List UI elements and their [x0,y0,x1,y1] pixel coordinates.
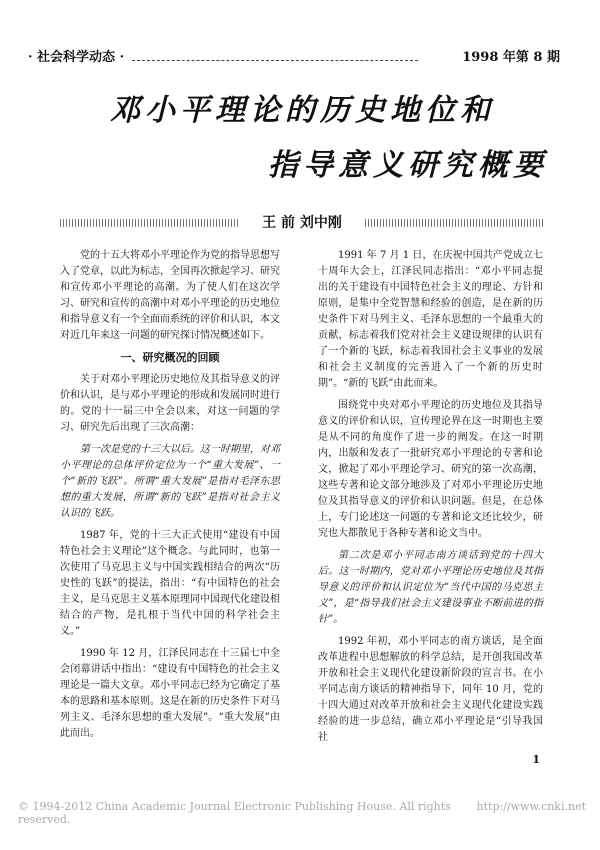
paragraph: 1990 年 12 月，江泽民同志在十三届七中全会闭幕讲话中指出：“建设有中国特色的社会主义理论是一篇大文章。邓小平同志已经为它确定了基本的思路和基本原则。这是在新的历史条件下对马列主义、毛泽东思想的重大发展”。“重大发展”由此而出。 [60,648,280,739]
byline-rule-right [365,219,545,227]
byline-rule-left [60,219,240,227]
footer [18,800,586,826]
footer-url[interactable]: http://www.cnki.net [476,800,586,813]
copyright-notice: © 1994-2012 China Academic Journal Electronic Publishing House. All rights reserved. [18,800,451,826]
journal-name: · 社会科学动态 · [28,50,125,65]
paragraph: 1991 年 7 月 1 日，在庆祝中国共产党成立七十周年大会上，江泽民同志指出：“邓小平同志提出的关于建设有中国特色社会主义的理论、方针和原则，是集中全党智慧和经验的创造，是在新的历史条件下对马列主义、毛泽东思想的一个最重大的贡献，标志着我们党对社会主义建设规律的认识有了一个新的飞跃，标志着我国社会主义事业的发展和社会主义制度的完善进入了一个新的历史时期”。“新的飞跃”由此而来。 [318,250,543,389]
left-column [60,248,280,748]
paragraph: 1987 年，党的十三大正式使用“建设有中国特色社会主义理论”这个概念。与此同时，也第一次使用了马克思主义与中国实践相结合的两次“历史性的飞跃”的提法，指出：“有中国特色的社会主义，是马克思主义基本原理同中国现代化建设相结合的产物，是扎根于当代中国的科学社会主义。” [60,530,280,637]
title-line-1: 邓小平理论的历史地位和 [110,93,495,128]
intro-paragraph: 党的十五大将邓小平理论作为党的指导思想写入了党章，以此为标志，全国再次掀起学习、研究和宣传邓小平理论的高潮。为了使人们在这次学习、研究和宣传的高潮中对邓小平理论的历史地位和指导意义有一个全面而系统的评价和认识，本文对近几年来这一问题的研究探讨情况概述如下。 [60,250,280,341]
header-divider [132,60,418,61]
paragraph: 关于对邓小平理论历史地位及其指导意义的评价和认识，是与邓小平理论的形成和发展同时进行的。党的十一届三中全会以来，对这一问题的学习、研究先后出现了三次高潮： [60,374,280,433]
page-number: 1 [532,753,540,766]
title-line-2: 指导意义研究概要 [268,148,548,183]
paragraph: 第一次是党的十三大以后。这一时期里，对邓小平理论的总体评价定位为一个“重大发展”、一个“新的飞跃”。所谓“重大发展”是指对毛泽东思想的重大发展，所谓“新的飞跃”是指对社会主义认识的飞跃。 [60,444,280,519]
right-column [318,248,543,752]
paragraph: 围绕党中央对邓小平理论的历史地位及其指导意义的评价和认识，宣传理论界在这一时期也主要是从不同的角度作了进一步的阐发。在这一时期内，出版和发表了一批研究邓小平理论的专著和论文，掀起了邓小平理论学习、研究的第一次高潮，这些专著和论文部分地涉及了对邓小平理论历史地位及其指导意义的评价和认识问题。但是，在总体上，专门论述这一问题的专著和论文还比较少，研究也大都散见于各种专著和论文当中。 [318,400,543,539]
paragraph: 第二次是邓小平同志南方谈话到党的十四大后。这一时期内，党对邓小平理论历史地位及其指导意义的评价和认识定位为“当代中国的马克思主义”，是“指导我们社会主义建设事业不断前进的指针”。 [318,550,543,625]
issue-label: 1998 年第 8 期 [462,50,560,65]
section-heading: 一、研究概况的回顾 [120,351,220,364]
paragraph: 1992 年初，邓小平同志的南方谈话，是全面改革进程中思想解放的科学总结，是开创我国改革开放和社会主义现代化建设新阶段的宣言书。在小平同志南方谈话的精神指导下，同年 10 月，党的十四大通过对改革开放和社会主义现代化建设实践经验的进一步总结，确立邓小平理论是“引导我国社 [318,636,543,743]
authors: 王 前 刘中刚 [262,215,342,231]
